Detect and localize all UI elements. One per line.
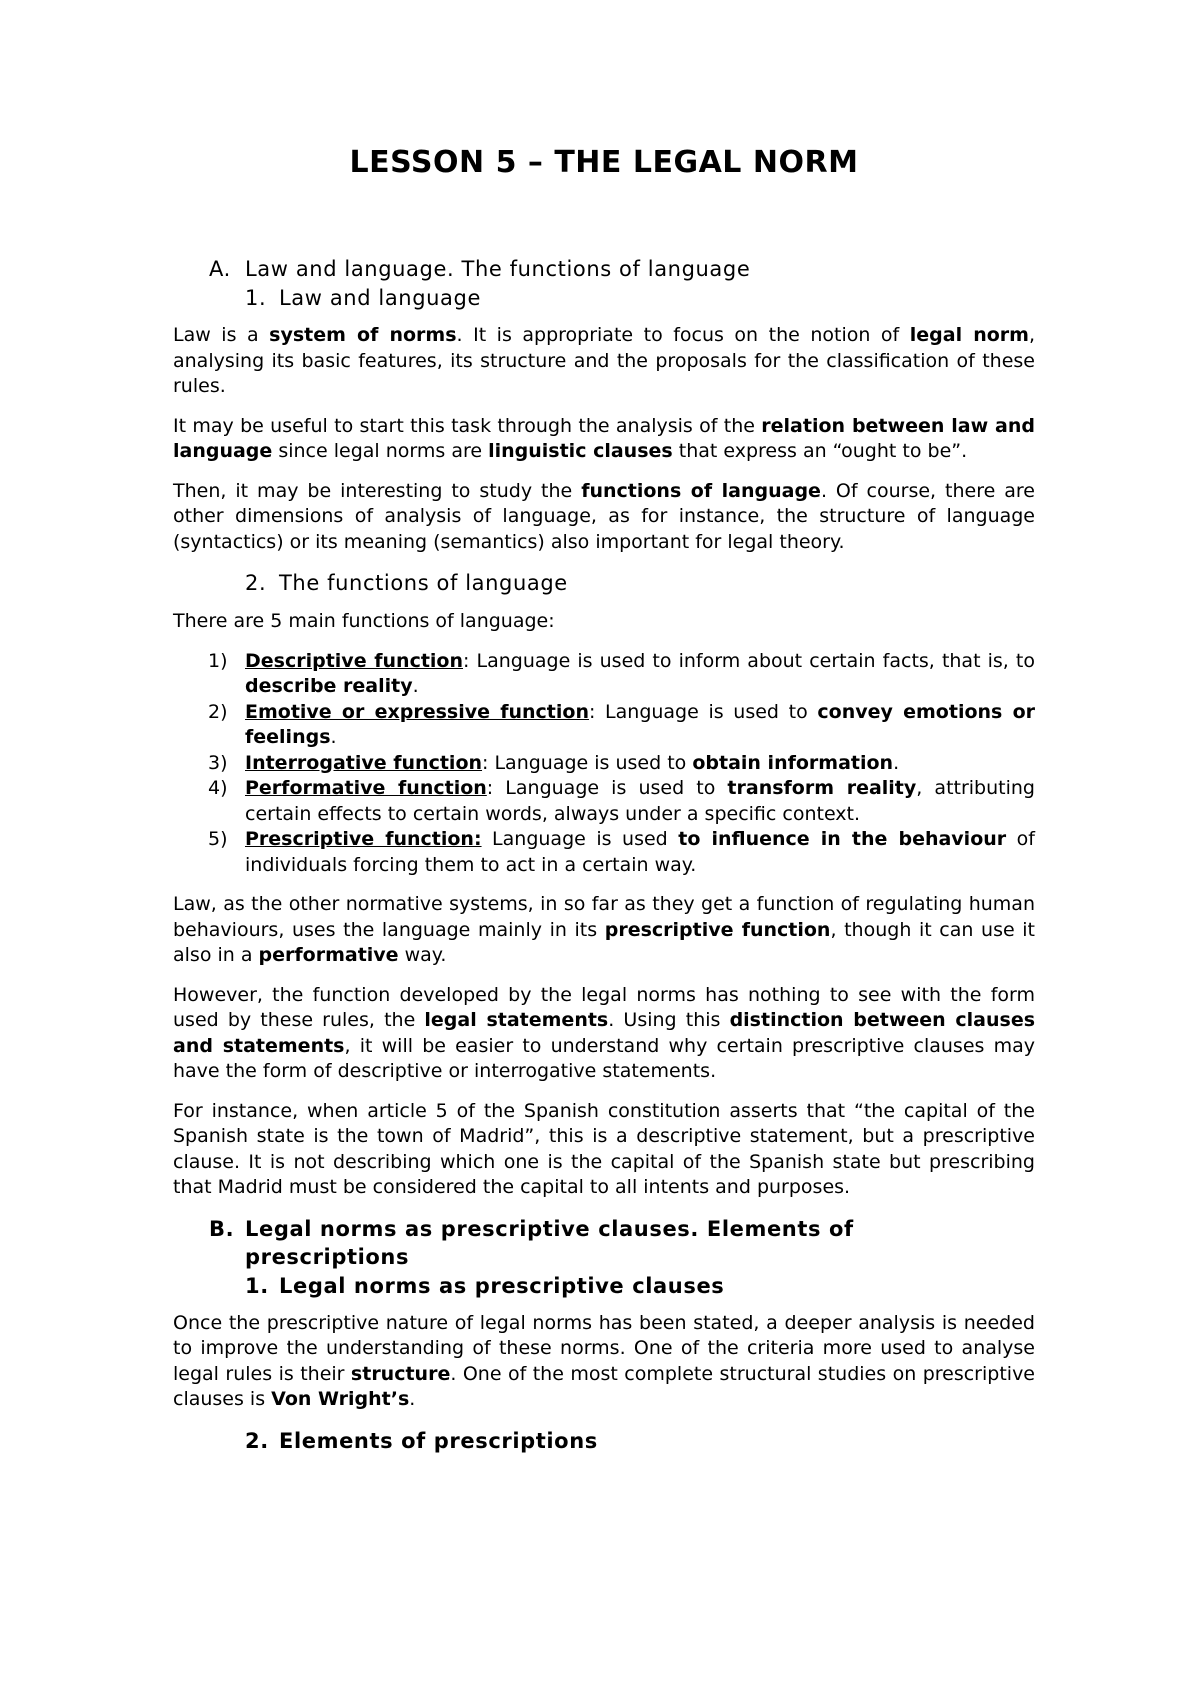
text-run: : Language is used to: [486, 777, 728, 799]
list-number: 2): [208, 700, 228, 723]
bold-term: structure: [350, 1362, 451, 1385]
list-item-text: [245, 700, 1035, 751]
subsection-a1-marker: 1.: [245, 286, 267, 310]
paragraph-a2-intro: There are 5 main functions of language:: [173, 610, 555, 632]
subsection-a2-marker: 2.: [245, 571, 267, 595]
paragraph-a2-4: [173, 892, 1035, 969]
text-run: since legal norms are: [272, 440, 489, 462]
section-a-title: Law and language. The functions of language: [245, 257, 751, 281]
subsection-a2-heading: [173, 569, 1035, 597]
list-item: [173, 776, 1035, 827]
bold-term: functions of language: [581, 479, 821, 502]
subsection-b1-heading: [173, 1272, 1035, 1300]
bold-term: performative: [258, 944, 399, 966]
text-run: However, the function developed by the legal norms has nothing to see with the form used by these rules, the: [173, 983, 1035, 1031]
paragraph-b1-1: [173, 1311, 1035, 1413]
text-run: , it will be easier to understand why certain prescriptive clauses may have the form of descriptive or interrogative statements.: [173, 1034, 1035, 1082]
text-run: . One of the most complete structural studies on prescriptive clauses is: [173, 1362, 1035, 1410]
text-run: .: [893, 751, 900, 774]
subsection-b1-marker: 1.: [245, 1273, 269, 1298]
bold-term: convey emotions or feelings: [245, 700, 1036, 748]
list-item: [173, 827, 1035, 878]
text-run: way.: [398, 944, 447, 966]
subsection-b2-marker: 2.: [245, 1428, 269, 1453]
text-run: .: [412, 675, 419, 697]
list-item: [173, 700, 1035, 751]
paragraph-a2-6: For instance, when article 5 of the Spanish constitution asserts that “the capital of the Spanish state is the town of Madrid”, this is a descriptive statement, but a prescriptive clause. It is not describing which one is the capital of the Spanish state but prescribing that Madrid must be considered the capital to all intents and purposes.: [173, 1099, 1035, 1198]
section-b-title: Legal norms as prescriptive clauses. Elements of prescriptions: [245, 1216, 854, 1269]
document-body: [173, 255, 1035, 1455]
page-title: LESSON 5 – THE LEGAL NORM: [349, 145, 859, 180]
bold-term: legal statements: [424, 1009, 609, 1031]
paragraph-a1-1: [173, 323, 1035, 400]
list-number: 4): [208, 777, 228, 799]
subsection-a2-title: The functions of language: [279, 571, 568, 595]
section-a-heading: [173, 255, 1035, 283]
functions-list: [173, 649, 1035, 879]
text-run: of individuals forcing them to act in a certain way.: [245, 828, 1035, 876]
text-run: . It is appropriate to focus on the notion of: [456, 324, 910, 346]
bold-term: legal norm: [909, 324, 1029, 346]
text-run: Law is a: [173, 324, 270, 346]
paragraph-a1-2: [173, 414, 1035, 465]
bold-term: obtain information: [692, 751, 894, 774]
subsection-b1-title: Legal norms as prescriptive clauses: [279, 1273, 725, 1298]
list-item-text: [245, 776, 1035, 827]
section-a-marker: A.: [209, 257, 231, 281]
text-run: . Using this: [608, 1009, 730, 1031]
list-item-text: [245, 827, 1035, 878]
text-run: , though it can use it also in a: [173, 918, 1036, 966]
text-run: Then, it may be interesting to study the: [173, 479, 582, 502]
text-run: that express an “ought to be”.: [672, 440, 968, 462]
text-run: : Language is used to: [588, 700, 818, 723]
bold-term: transform reality: [727, 777, 917, 799]
text-run: : Language is used to: [482, 751, 693, 774]
text-run: , attributing certain effects to certain words, always under a specific context.: [245, 777, 1035, 825]
text-run: , analysing its basic features, its structure and the proposals for the classification of these rules.: [173, 324, 1035, 397]
list-item-text: [245, 751, 1035, 777]
bold-term: relation between law and language: [173, 414, 1035, 462]
bold-term: linguistic clauses: [488, 440, 673, 462]
text-run: Law, as the other normative systems, in so far as they get a function of regulating human behaviours, uses the language mainly in its: [173, 893, 1035, 941]
bold-term: distinction between clauses and statements: [173, 1009, 1036, 1057]
subsection-b2-title: Elements of prescriptions: [279, 1428, 598, 1453]
list-item: [173, 751, 1035, 777]
paragraph-a1-3: [173, 479, 1035, 556]
list-number: 1): [208, 649, 228, 672]
subsection-a1-title: Law and language: [279, 286, 481, 310]
bold-term: Von Wright’s: [271, 1388, 410, 1410]
bold-term: prescriptive function: [604, 918, 831, 941]
function-label: Performative function: [245, 777, 487, 799]
section-b-heading: [173, 1215, 1035, 1271]
paragraph-a2-5: [173, 983, 1035, 1085]
text-run: . Of course, there are other dimensions of analysis of language, as for instance, the structure of language (syntactics) or its meaning (semantics) also important for legal theory.: [173, 479, 1035, 553]
section-b-marker: B.: [209, 1216, 235, 1241]
list-item: [173, 649, 1035, 700]
bold-term: describe reality: [245, 675, 413, 697]
function-label: Interrogative function: [245, 751, 483, 774]
function-label: Emotive or expressive function: [245, 700, 589, 723]
text-run: Language is used: [481, 828, 679, 850]
list-item-text: [245, 649, 1035, 700]
list-number: 5): [208, 828, 228, 850]
function-label: Prescriptive function:: [245, 828, 482, 850]
text-run: : Language is used to inform about certain facts, that is, to: [463, 649, 1036, 672]
text-run: .: [330, 726, 337, 748]
function-label: Descriptive function: [245, 649, 464, 672]
text-run: Once the prescriptive nature of legal norms has been stated, a deeper analysis is needed to improve the understanding of these norms. One of the criteria more used to analyse legal rules is their: [173, 1311, 1035, 1385]
list-number: 3): [208, 751, 228, 774]
subsection-a1-heading: [173, 284, 1035, 312]
bold-term: system of norms: [269, 324, 457, 346]
text-run: It may be useful to start this task through the analysis of the: [173, 414, 762, 437]
text-run: .: [409, 1388, 416, 1410]
bold-term: to influence in the behaviour: [678, 828, 1007, 850]
subsection-b2-heading: [173, 1427, 1035, 1455]
